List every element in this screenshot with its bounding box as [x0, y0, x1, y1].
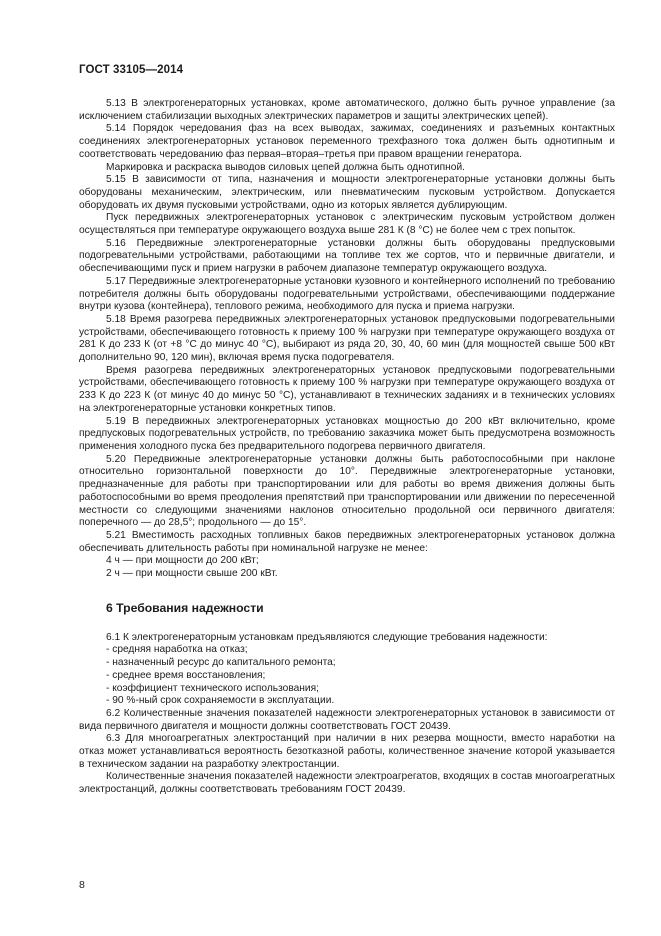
section-title: 6 Требования надежности	[106, 600, 264, 615]
paragraph-5-21: 5.21 Вместимость расходных топливных баков передвижных электрогенераторных установок должна обеспечивать длительность работы при номинальной нагрузке не менее:	[79, 529, 615, 554]
paragraph-5-14: 5.14 Порядок чередования фаз на всех выводах, зажимах, соединениях и разъемных контактных соединениях электрогенераторных установок переменного трехфазного тока должен быть однотипным и соответствовать чередованию фаз первая–вторая–третья при правом вращении генератора.	[79, 123, 615, 160]
paragraph-5-17: 5.17 Передвижные электрогенераторные установки кузовного и контейнерного исполнений по требованию потребителя должны быть оборудованы подогревательными устройствами, обеспечивающими поддержание внутри кузова (контейнера), теплового режима, необходимого для пуска и приема нагрузки.	[79, 275, 615, 313]
list-item: - назначенный ресурс до капитального ремонта;	[106, 657, 336, 669]
paragraph-5-13: 5.13 В электрогенераторных установках, кроме автоматического, должно быть ручное управление (за исключением стабилизации выходных электрических параметров и защиты электрических цепей).	[79, 98, 615, 122]
paragraph-6-2: 6.2 Количественные значения показателей надежности электрогенераторных установок в зависимости от вида первичного двигателя и мощности должны соответствовать ГОСТ 20439.	[79, 707, 615, 732]
list-item: - коэффициент технического использования;	[106, 682, 319, 694]
paragraph-5-19: 5.19 В передвижных электрогенераторных установках мощностью до 200 кВт включительно, кроме предпусковых подогревательных устройств, по требованию заказчика может быть предусмотрена возможность применения холодного пуска без предварительного подогрева первичного двигателя.	[79, 415, 615, 452]
page-number: 8	[79, 879, 85, 891]
list-item: 2 ч — при мощности свыше 200 кВт.	[106, 568, 278, 580]
paragraph-6-1: 6.1 К электрогенераторным установкам предъявляются следующие требования надежности:	[106, 631, 548, 643]
paragraph-warmup: Время разогрева передвижных электрогенераторных установок предпусковыми подогревательными устройствами, обеспечивающего готовность к приему 100 % нагрузки при температуре окружающего воздуха от 233 К до 223 К (от минус 40 до минус 50 °С), устанавливают в технических заданиях и в технических условиях на электрогенераторные установки конкретных типов.	[79, 364, 615, 414]
list-item: - 90 %-ный срок сохраняемости в эксплуатации.	[106, 695, 335, 707]
paragraph-5-18: 5.18 Время разогрева передвижных электрогенераторных установок предпусковыми подогревательными устройствами, обеспечивающего готовность к приему 100 % нагрузки при температуре окружающего воздуха от 281 К до 233 К (от +8 °С до минус 40 °С), выбирают из ряда 20, 30, 40, 60 мин (для мощностей свыше 500 кВт дополнительно 90, 120 мин), включая время пуска подогревателя.	[79, 313, 615, 364]
paragraph-5-20: 5.20 Передвижные электрогенераторные установки должны быть работоспособными при наклоне относительно горизонтальной поверхности до 10°. Передвижные электрогенераторные установки, предназначенные для работы при транспортировании или для работы во время движения должны быть работоспособными во время преодоления препятствий при транспортировании или движении по пересеченной местности со следующими значениями наклонов относительно продольной оси первичного двигателя: поперечного — до 28,5°; продольного — до 15°.	[79, 453, 615, 529]
document-body	[79, 98, 615, 797]
paragraph-start: Пуск передвижных электрогенераторных установок с электрическим пусковым устройством должен осуществляться при температуре окружающего воздуха выше 281 К (8 °С) не более чем с трех попыток.	[79, 212, 615, 237]
paragraph-quantitative: Количественные значения показателей надежности электроагрегатов, входящих в состав многоагрегатных электростанций, должны соответствовать требованиям ГОСТ 20439.	[79, 771, 615, 796]
paragraph-marking: Маркировка и раскраска выводов силовых цепей должна быть однотипной.	[106, 161, 465, 173]
list-item: - среднее время восстановления;	[106, 669, 266, 681]
list-item: - средняя наработка на отказ;	[106, 644, 248, 656]
paragraph-6-3: 6.3 Для многоагрегатных электростанций при наличии в них резерва мощности, вместо наработки на отказ может устанавливаться вероятность безотказной работы, количественное значение которой указывается в техническом задании на разработку электростанции.	[79, 733, 615, 770]
document-header: ГОСТ 33105—2014	[79, 64, 184, 76]
paragraph-5-16: 5.16 Передвижные электрогенераторные установки должны быть оборудованы предпусковыми подогревательными устройствами, работающими на топливе тех же сортов, что и первичные двигатели, и обеспечивающими пуск и прием нагрузки в рабочем диапазоне температур окружающего воздуха.	[79, 237, 615, 275]
paragraph-5-15: 5.15 В зависимости от типа, назначения и мощности электрогенераторные установки должны быть оборудованы механическим, электрическим, или пневматическим пусковым устройством. Допускается оборудовать их двумя пусковыми устройствами, одно из которых является дублирующим.	[79, 174, 615, 211]
list-item: 4 ч — при мощности до 200 кВт;	[106, 555, 259, 567]
